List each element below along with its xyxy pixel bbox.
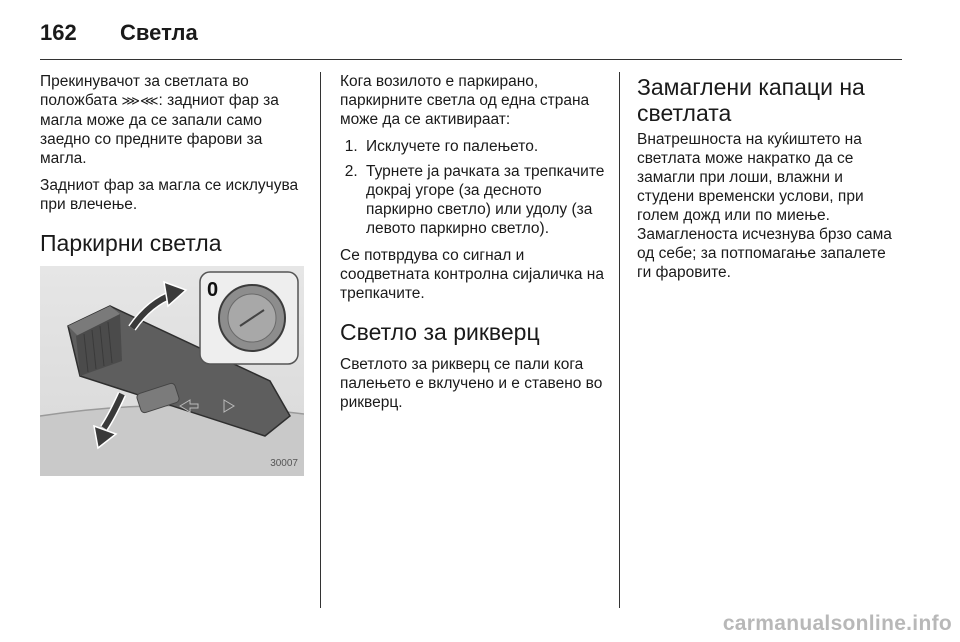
fogged-covers-heading: Замаглени капаци на светлата: [637, 74, 865, 126]
switch-position-label: 0: [207, 279, 219, 301]
turn-signal-stalk-drawing: [40, 266, 304, 476]
stalk-illustration: [40, 266, 304, 476]
header-divider: [40, 59, 902, 60]
page-header: [40, 14, 902, 54]
parking-lights-heading: Паркирни светла: [40, 230, 222, 256]
fog-text-prefix: Прекинувачот за светлата во положбата: [40, 73, 249, 109]
reverse-light-paragraph: Светлото за рикверц се пали кога палењето е вклучено и е ставено во рикверц.: [340, 356, 603, 411]
column-2: [340, 72, 605, 420]
list-item: 2. Турнете ја рачката за трепкачите докрај угоре (за десното паркирно светло) или удолу (за левото паркирно светло).: [362, 162, 605, 238]
column-divider-2: [619, 72, 620, 608]
fogged-covers-paragraph: Внатрешноста на куќиштето на светлата може накратко да се замагли при лоши, влажни и студени временски услови, при голем дожд или по миење. Замагленоста исчезнува брзо сама од себе; за потпомагање запалете ги фаровите.: [637, 131, 892, 281]
column-divider-1: [320, 72, 321, 608]
column-3: [637, 72, 902, 290]
figure-number: 30007: [270, 458, 298, 469]
parking-intro-paragraph: Кога возилото е паркирано, паркирните светла од една страна може да се активираат:: [340, 73, 590, 128]
parking-steps-list: [340, 137, 605, 238]
column-1: [40, 72, 305, 476]
fog-paragraph: [40, 72, 305, 168]
confirmation-paragraph: Се потврдува со сигнал и соодветната контролна сијаличка на трепкачите.: [340, 247, 604, 302]
towing-paragraph: Задниот фар за магла се исклучува при влечење.: [40, 177, 299, 213]
list-item: 1. Исклучете го палењето.: [362, 137, 605, 156]
watermark-link[interactable]: carmanualsonline.info: [722, 612, 952, 635]
fog-text-suffix: : задниот фар за магла може да се запали само заедно со предните фарови за магла.: [40, 92, 279, 167]
page-title: Светла: [120, 20, 198, 45]
rear-fog-light-icon: ⋙⋘: [121, 94, 159, 109]
reverse-light-heading: Светло за рикверц: [340, 319, 540, 345]
page-number: 162: [40, 20, 77, 45]
